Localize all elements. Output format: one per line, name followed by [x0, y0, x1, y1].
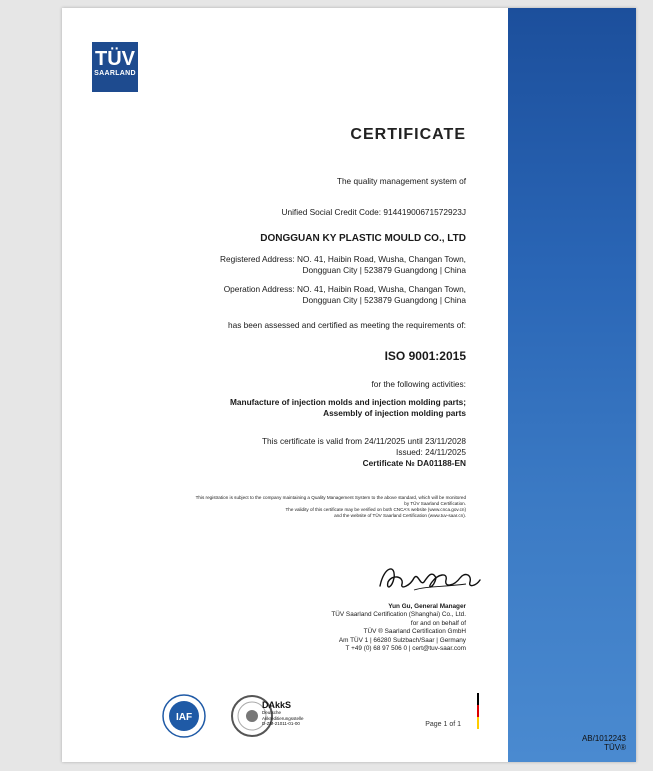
activities-intro: for the following activities:	[371, 379, 466, 389]
qms-line: The quality management system of	[336, 176, 466, 186]
band-code	[582, 734, 626, 752]
certificate-title: CERTIFICATE	[350, 126, 466, 143]
signatory-block	[331, 603, 466, 653]
fine-print-line: by TÜV Saarland Certification.	[404, 501, 466, 506]
assessed-line: has been assessed and certified as meeting the requirements of:	[228, 320, 466, 330]
signatory-line: TÜV Saarland Certification (Shanghai) Co., Ltd.	[331, 611, 466, 619]
blue-side-band	[508, 8, 636, 762]
operation-address-line: Operation Address: NO. 41, Haibin Road, Wusha, Changan Town,	[223, 284, 466, 294]
registered-address-line: Registered Address: NO. 41, Haibin Road, Wusha, Changan Town,	[220, 254, 466, 264]
signatory-line: for and on behalf of	[410, 619, 466, 627]
operation-address-line: Dongguan City | 523879 Guangdong | China	[302, 295, 466, 305]
certificate-sheet	[62, 8, 636, 762]
activity-item: Assembly of injection molding parts	[323, 408, 466, 418]
fine-print	[196, 495, 466, 519]
signatory-line: Am TÜV 1 | 66280 Sulzbach/Saar | Germany	[338, 636, 466, 644]
registered-address	[220, 254, 466, 276]
validity-line: This certificate is valid from 24/11/2025 until 23/11/2028	[261, 436, 466, 446]
svg-text:IAF: IAF	[175, 712, 193, 723]
signature	[374, 556, 484, 598]
operation-address	[224, 284, 466, 306]
page-number: Page 1 of 1	[425, 721, 461, 728]
dakks-text	[262, 700, 304, 727]
band-code-line: TÜV®	[604, 743, 626, 752]
iaf-mark-icon	[162, 694, 206, 738]
dakks-sub: Akkreditierungsstelle	[262, 715, 304, 721]
registered-address-line: Dongguan City | 523879 Guangdong | China	[302, 265, 466, 275]
logo-text: TÜV	[95, 48, 135, 70]
band-code-line: AB/1012243	[581, 734, 626, 743]
dakks-code: D-ZM-21011-01-00	[262, 721, 300, 726]
issued-line: Issued: 24/11/2025	[396, 447, 466, 457]
signatory-line: TÜV ® Saarland Certification GmbH	[363, 628, 466, 636]
signatory-line: T +49 (0) 68 97 506 0 | cert@tuv-saar.com	[345, 645, 466, 653]
dakks-sub: Deutsche	[262, 710, 282, 715]
fine-print-line: The validity of this certificate may be verified on both CNCA's website (www.cnca.gov.cn)	[285, 507, 466, 512]
tuv-saarland-logo	[92, 42, 138, 92]
signatory-line: Yun Gu, General Manager	[388, 603, 466, 610]
dakks-name: DAkkS	[262, 700, 292, 710]
german-flag-bar	[477, 693, 479, 729]
standard: ISO 9001:2015	[384, 349, 466, 363]
activity-item: Manufacture of injection molds and injection molding parts;	[229, 397, 466, 407]
validity	[262, 436, 466, 469]
logo-subtext: SAARLAND	[94, 70, 136, 77]
fine-print-line: and the website of TÜV Saarland Certification (www.tuv-saar.cn).	[334, 513, 466, 518]
credit-code: Unified Social Credit Code: 91441900671572923J	[281, 207, 466, 217]
activities	[230, 397, 466, 419]
certificate-number: Certificate № DA01188-EN	[362, 458, 466, 468]
fine-print-line: This registration is subject to the company maintaining a Quality Management System to the above standard, which will be monitored	[195, 495, 466, 500]
company-name: DONGGUAN KY PLASTIC MOULD CO., LTD	[260, 233, 466, 244]
